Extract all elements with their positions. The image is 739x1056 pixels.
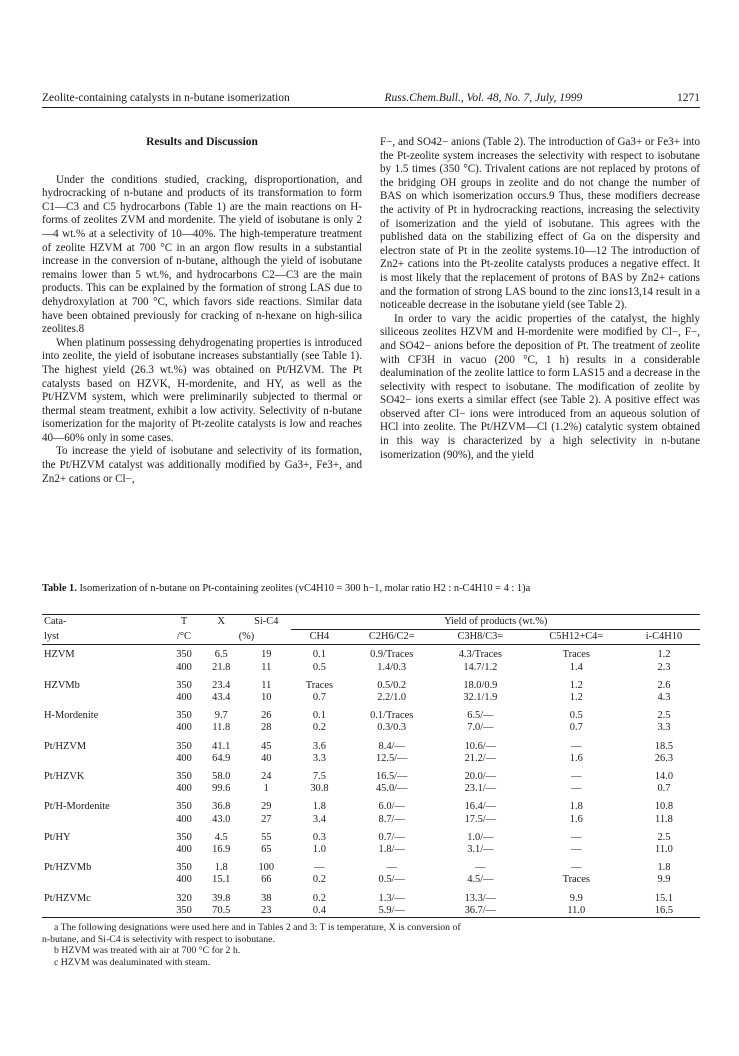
cell-ch4: 1.8 [312,801,326,813]
cell-c3: 32.1/1.9 [463,692,498,704]
col-header-percent: (%) [238,630,255,642]
cell-t: 400 [176,783,192,795]
cell-s: 38 [261,892,272,904]
cell-c2: 0.5/— [378,874,405,886]
cell-c5: — [571,844,582,856]
cell-c2: 5.9/— [378,904,405,916]
cell-t: 350 [176,710,192,722]
table-footnotes [42,922,700,968]
cell-ch4: 7.5 [312,771,326,783]
cell-s: 26 [261,710,272,722]
cell-c5: — [571,831,582,843]
cell-s: 65 [261,844,272,856]
cell-x: 4.5 [214,831,228,843]
cell-c2: 8.7/— [378,813,405,825]
cell-c5: 1.2 [569,692,583,704]
table-row [42,844,700,856]
table-row [42,753,700,765]
cell-t: 400 [176,692,192,704]
cell-x: 70.5 [212,904,231,916]
section-title: Results and Discussion [146,136,258,148]
cell-c3: — [475,862,486,874]
cell-c5: 9.9 [569,892,583,904]
cell-s: 40 [261,752,272,764]
cell-c3: 13.3/— [464,892,497,904]
cell-c2: 1.3/— [378,892,405,904]
cell-cat: Pt/H-Mordenite [44,801,110,813]
cell-c3: 23.1/— [464,783,497,795]
cell-ch4: 0.2 [312,892,326,904]
cell-ic4: 1.2 [657,649,671,661]
cell-ic4: 18.5 [654,740,674,752]
cell-ch4: 3.3 [312,752,326,764]
cell-c2: — [386,862,397,874]
cell-c2: 6.0/— [378,801,405,813]
cell-cat [42,874,167,886]
cell-x: 21.8 [212,661,231,673]
cell-s: 23 [261,904,272,916]
cell-t: 350 [176,771,192,783]
table-row [42,887,700,905]
cell-cat: HZVMb [44,679,80,691]
cell-c2: 1.8/— [378,844,405,856]
cell-s: 45 [261,740,272,752]
cell-x: 43.0 [212,813,231,825]
table-row [42,735,700,753]
col-header-catalyst: Cata- [44,616,67,628]
cell-x: 16.9 [212,844,231,856]
cell-c5: — [571,783,582,795]
cell-ch4: 0.4 [312,904,326,916]
cell-ic4: 4.3 [657,692,671,704]
cell-ic4: 11.0 [655,844,673,856]
cell-ic4: 2.6 [657,679,671,691]
cell-t: 350 [176,649,192,661]
cell-cat [42,662,167,674]
cell-t: 400 [176,722,192,734]
cell-cat [42,844,167,856]
cell-c5: 1.2 [569,679,583,691]
cell-cat: Pt/HZVMc [44,892,91,904]
table-row [42,662,700,674]
cell-x: 39.8 [212,892,231,904]
cell-c3: 16.4/— [464,801,497,813]
paragraph: When platinum possessing dehydrogenating properties is introduced into zeolite, the yield of isobutane increases substantially (see Table 1). The highest yield (26.3 wt.%) was obtained on Pt/HZVM. The Pt catalysts based on HZVK, H-mordenite, and HY, as well as the Pt/HZVM system, which were preliminarily subjected to thermal or thermal steam treatment, exhibit a low activity. Selectivity of n-butane isomerization for the majority of Pt-zeolite catalysts is low and reaches 40—60% only in some cases. [42,336,362,444]
cell-c5: 11.0 [567,904,586,916]
cell-t: 350 [176,740,192,752]
cell-ic4: 16.5 [654,904,674,916]
cell-ic4: 3.3 [657,722,671,734]
table-caption-label: Table 1. [42,583,77,594]
cell-ch4: 0.5 [312,661,326,673]
table-row [42,795,700,813]
col-header-selectivity: Si-C4 [254,616,279,628]
cell-x: 99.6 [212,783,231,795]
cell-cat: Pt/HY [44,831,71,843]
cell-s: 66 [261,874,272,886]
footnote-b: b HZVM was treated with air at 700 °C for 2 h. [54,945,241,957]
cell-c3: 14.7/1.2 [463,661,498,673]
cell-c3: 20.0/— [464,771,497,783]
col-header-yield: Yield of products (wt.%) [291,615,700,630]
cell-s: 27 [261,813,272,825]
table-caption [42,582,700,595]
table-row [42,722,700,734]
cell-x: 1.8 [214,862,228,874]
cell-c3: 6.5/— [467,710,494,722]
footnote-a-cont: n-butane, and Si-C4 is selectivity with respect to isobutane. [42,933,275,945]
cell-ch4: 3.4 [312,813,326,825]
cell-cat [42,814,167,826]
cell-c3: 10.6/— [464,740,497,752]
cell-cat [42,722,167,734]
col-header-temperature: T [180,616,188,628]
col-header-isobutane: i-C4H10 [645,631,683,643]
col-header-catalyst-2: lyst [44,630,60,642]
cell-t: 350 [176,831,192,843]
cell-c5: Traces [562,649,590,661]
header-journal: Russ.Chem.Bull., Vol. 48, No. 7, July, 1999 [384,92,583,104]
cell-c2: 1.4/0.3 [377,661,407,673]
paragraph: Under the conditions studied, cracking, disproportionation, and hydrocracking of n-butane and products of its transformation to form C1—C3 and C5 hydrocarbons (Table 1) are the main reactions on H-forms of zeolites ZVM and mordenite. The yield of isobutane is only 2—4 wt.% at a selectivity of 10—40%. The high-temperature treatment of zeolite HZVM at 700 °C in an argon flow results in a substantial increase in the conversion of n-butane, although the yield of isobutane remains lower than 5 wt.%, and hydrocarbons C2—C3 are the main products. This can be explained by the formation of strong LAS due to dehydroxylation at 700 °C, which favors side reactions. Similar data have been obtained previously for cracking of n-hexane on high-silica zeolites.8 [42,173,362,336]
cell-ic4: 26.3 [654,752,674,764]
paragraph: To increase the yield of isobutane and selectivity of its formation, the Pt/HZVM catalyst was additionally modified by Ga3+, Fe3+, and Zn2+ cations or Cl−, [42,445,362,485]
cell-ic4: 11.8 [655,813,673,825]
cell-ic4: 9.9 [657,874,671,886]
cell-c2: 8.4/— [378,740,405,752]
cell-cat: H-Mordenite [44,710,99,722]
cell-t: 350 [176,801,192,813]
cell-s: 1 [263,783,269,795]
cell-ch4: 3.6 [312,740,326,752]
cell-c3: 4.5/— [467,874,494,886]
cell-ic4: 15.1 [654,892,674,904]
right-column [380,136,700,486]
cell-c3: 18.0/0.9 [463,679,498,691]
cell-s: 19 [261,649,272,661]
cell-x: 9.7 [214,710,228,722]
cell-c2: 45.0/— [375,783,408,795]
cell-x: 23.4 [212,679,231,691]
cell-cat: Pt/HZVMb [44,862,92,874]
cell-cat [42,783,167,795]
running-header [42,92,700,108]
cell-ic4: 0.7 [657,783,671,795]
cell-cat [42,692,167,704]
paragraph: F−, and SO42− anions (Table 2). The introduction of Ga3+ or Fe3+ into the Pt-zeolite system increases the selectivity with respect to isobutane by 1.5 times (350 °C). Trivalent cations are not replaced by protons of the bridging OH groups in zeolite and do not change the number of BAS on which isomerization occurs.9 Thus, these modifiers decrease the activity of Pt in hydrocracking reactions, increasing the selectivity of isomerization and the yield of isobutane. This agrees with the published data on the stabilizing effect of Ga on the dispersity and electron state of Pt in the zeolite systems.10—12 The introduction of Zn2+ cations into the Pt-zeolite catalysts produces a negative effect. It is most likely that the replacement of protons of BAS by Zn2+ cations and the formation of strong LAS bound to the zinc ions13,14 result in a noticeable decrease in the isobutane yield (see Table 2). [380,136,700,312]
cell-x: 11.8 [212,722,231,734]
cell-cat: Pt/HZVK [44,771,85,783]
cell-c2: 0.1/Traces [370,710,414,722]
table-row [42,783,700,795]
col-header-c3: C3H8/C3= [457,631,504,643]
cell-c5: 1.8 [569,801,583,813]
footnote-c: c HZVM was dealuminated with steam. [54,956,211,968]
cell-s: 11 [261,679,272,691]
table-row [42,874,700,886]
cell-c2: 12.5/— [375,752,408,764]
cell-t: 400 [176,813,192,825]
table-row [42,905,700,918]
cell-s: 28 [261,722,272,734]
cell-c3: 4.3/Traces [458,649,502,661]
cell-c2: 0.3/0.3 [377,722,407,734]
cell-c5: 0.5 [569,710,583,722]
cell-c3: 1.0/— [467,831,494,843]
cell-s: 29 [261,801,272,813]
cell-c2: 2.2/1.0 [377,692,407,704]
cell-t: 400 [176,661,192,673]
cell-c5: Traces [562,874,590,886]
cell-t: 400 [176,844,192,856]
cell-cat [42,905,167,918]
cell-c5: 1.4 [569,661,583,673]
cell-s: 100 [258,862,275,874]
table-row [42,826,700,844]
header-page-number: 1271 [676,92,700,104]
cell-ch4: Traces [305,679,334,691]
two-column-body [42,136,700,486]
cell-c3: 21.2/— [464,752,497,764]
cell-cat: Pt/HZVM [44,740,87,752]
cell-ic4: 1.8 [657,862,671,874]
cell-x: 43.4 [212,692,231,704]
cell-ic4: 10.8 [654,801,674,813]
cell-ic4: 14.0 [654,771,674,783]
cell-c2: 0.7/— [378,831,405,843]
col-header-c5: C5H12+C4= [549,631,604,643]
cell-cat [42,753,167,765]
cell-x: 15.1 [212,874,231,886]
cell-c2: 0.5/0.2 [377,679,407,691]
table-caption-text: Isomerization of n-butane on Pt-containing zeolites (vC4H10 = 300 h−1, molar ratio H2 : n-C4H10 = 4 : 1)a [79,583,531,594]
cell-ch4: 30.8 [310,783,329,795]
cell-ic4: 2.5 [657,710,671,722]
cell-c5: — [571,771,582,783]
cell-c5: — [571,740,582,752]
cell-ch4: 0.1 [312,649,326,661]
cell-x: 58.0 [212,771,231,783]
cell-ch4: 0.7 [312,692,326,704]
cell-ch4: — [314,862,325,874]
cell-x: 64.9 [212,752,231,764]
left-column [42,136,362,486]
cell-t: 320 [176,892,192,904]
col-header-ch4: CH4 [309,631,330,643]
cell-cat: HZVM [44,649,75,661]
cell-t: 400 [176,874,192,886]
cell-c3: 36.7/— [464,904,497,916]
cell-c5: — [571,862,582,874]
cell-x: 6.5 [214,649,228,661]
cell-c2: 0.9/Traces [370,649,414,661]
col-header-temp-unit: /°C [177,630,191,642]
col-header-c2: C2H6/C2= [368,631,415,643]
cell-x: 36.8 [212,801,231,813]
table-row [42,856,700,874]
cell-c5: 0.7 [569,722,583,734]
cell-ch4: 0.3 [312,831,326,843]
col-header-conversion: X [217,616,226,628]
table-row [42,649,700,661]
cell-ch4: 1.0 [312,844,326,856]
cell-t: 350 [176,679,192,691]
table-body [42,649,700,917]
results-table [42,614,700,918]
cell-c5: 1.6 [569,752,583,764]
table-row [42,692,700,704]
cell-c3: 7.0/— [467,722,494,734]
cell-c2: 16.5/— [375,771,408,783]
table-row [42,674,700,692]
cell-c3: 17.5/— [464,813,497,825]
paragraph: In order to vary the acidic properties of the catalyst, the highly siliceous zeolites HZVM and H-mordenite were modified by Cl−, F−, and SO42− anions before the deposition of Pt. The treatment of zeolite with CF3H in vacuo (200 °C, 1 h) results in a considerable dealumination of the zeolite lattice to form LAS15 and a decrease in the selectivity with respect to isobutane. The modification of zeolite by SO42− ions exerts a similar effect (see Table 2). A positive effect was observed after Cl− ions were introduced from an aqueous solution of HCl into zeolite. The Pt/HZVM—Cl (1.2%) catalytic system obtained in this way is characterized by a high selectivity in n-butane isomerization (90%), and the yield [380,312,700,461]
cell-t: 350 [176,862,192,874]
cell-c5: 1.6 [569,813,583,825]
cell-x: 41.1 [212,740,231,752]
cell-ic4: 2.5 [657,831,671,843]
footnote-a: a The following designations were used here and in Tables 2 and 3: T is temperature, X is conversion of [54,922,461,933]
cell-ic4: 2.3 [657,661,671,673]
cell-c3: 3.1/— [467,844,494,856]
table-row [42,765,700,783]
cell-t: 400 [176,752,192,764]
cell-ch4: 0.2 [312,722,326,734]
table-row [42,704,700,722]
cell-s: 11 [261,661,272,673]
cell-s: 24 [261,771,272,783]
cell-s: 10 [261,692,272,704]
cell-s: 55 [261,831,272,843]
cell-t: 350 [176,904,192,916]
cell-ch4: 0.2 [312,874,326,886]
cell-ch4: 0.1 [312,710,326,722]
header-title: Zeolite-containing catalysts in n-butane isomerization [42,92,290,104]
table-row [42,814,700,826]
